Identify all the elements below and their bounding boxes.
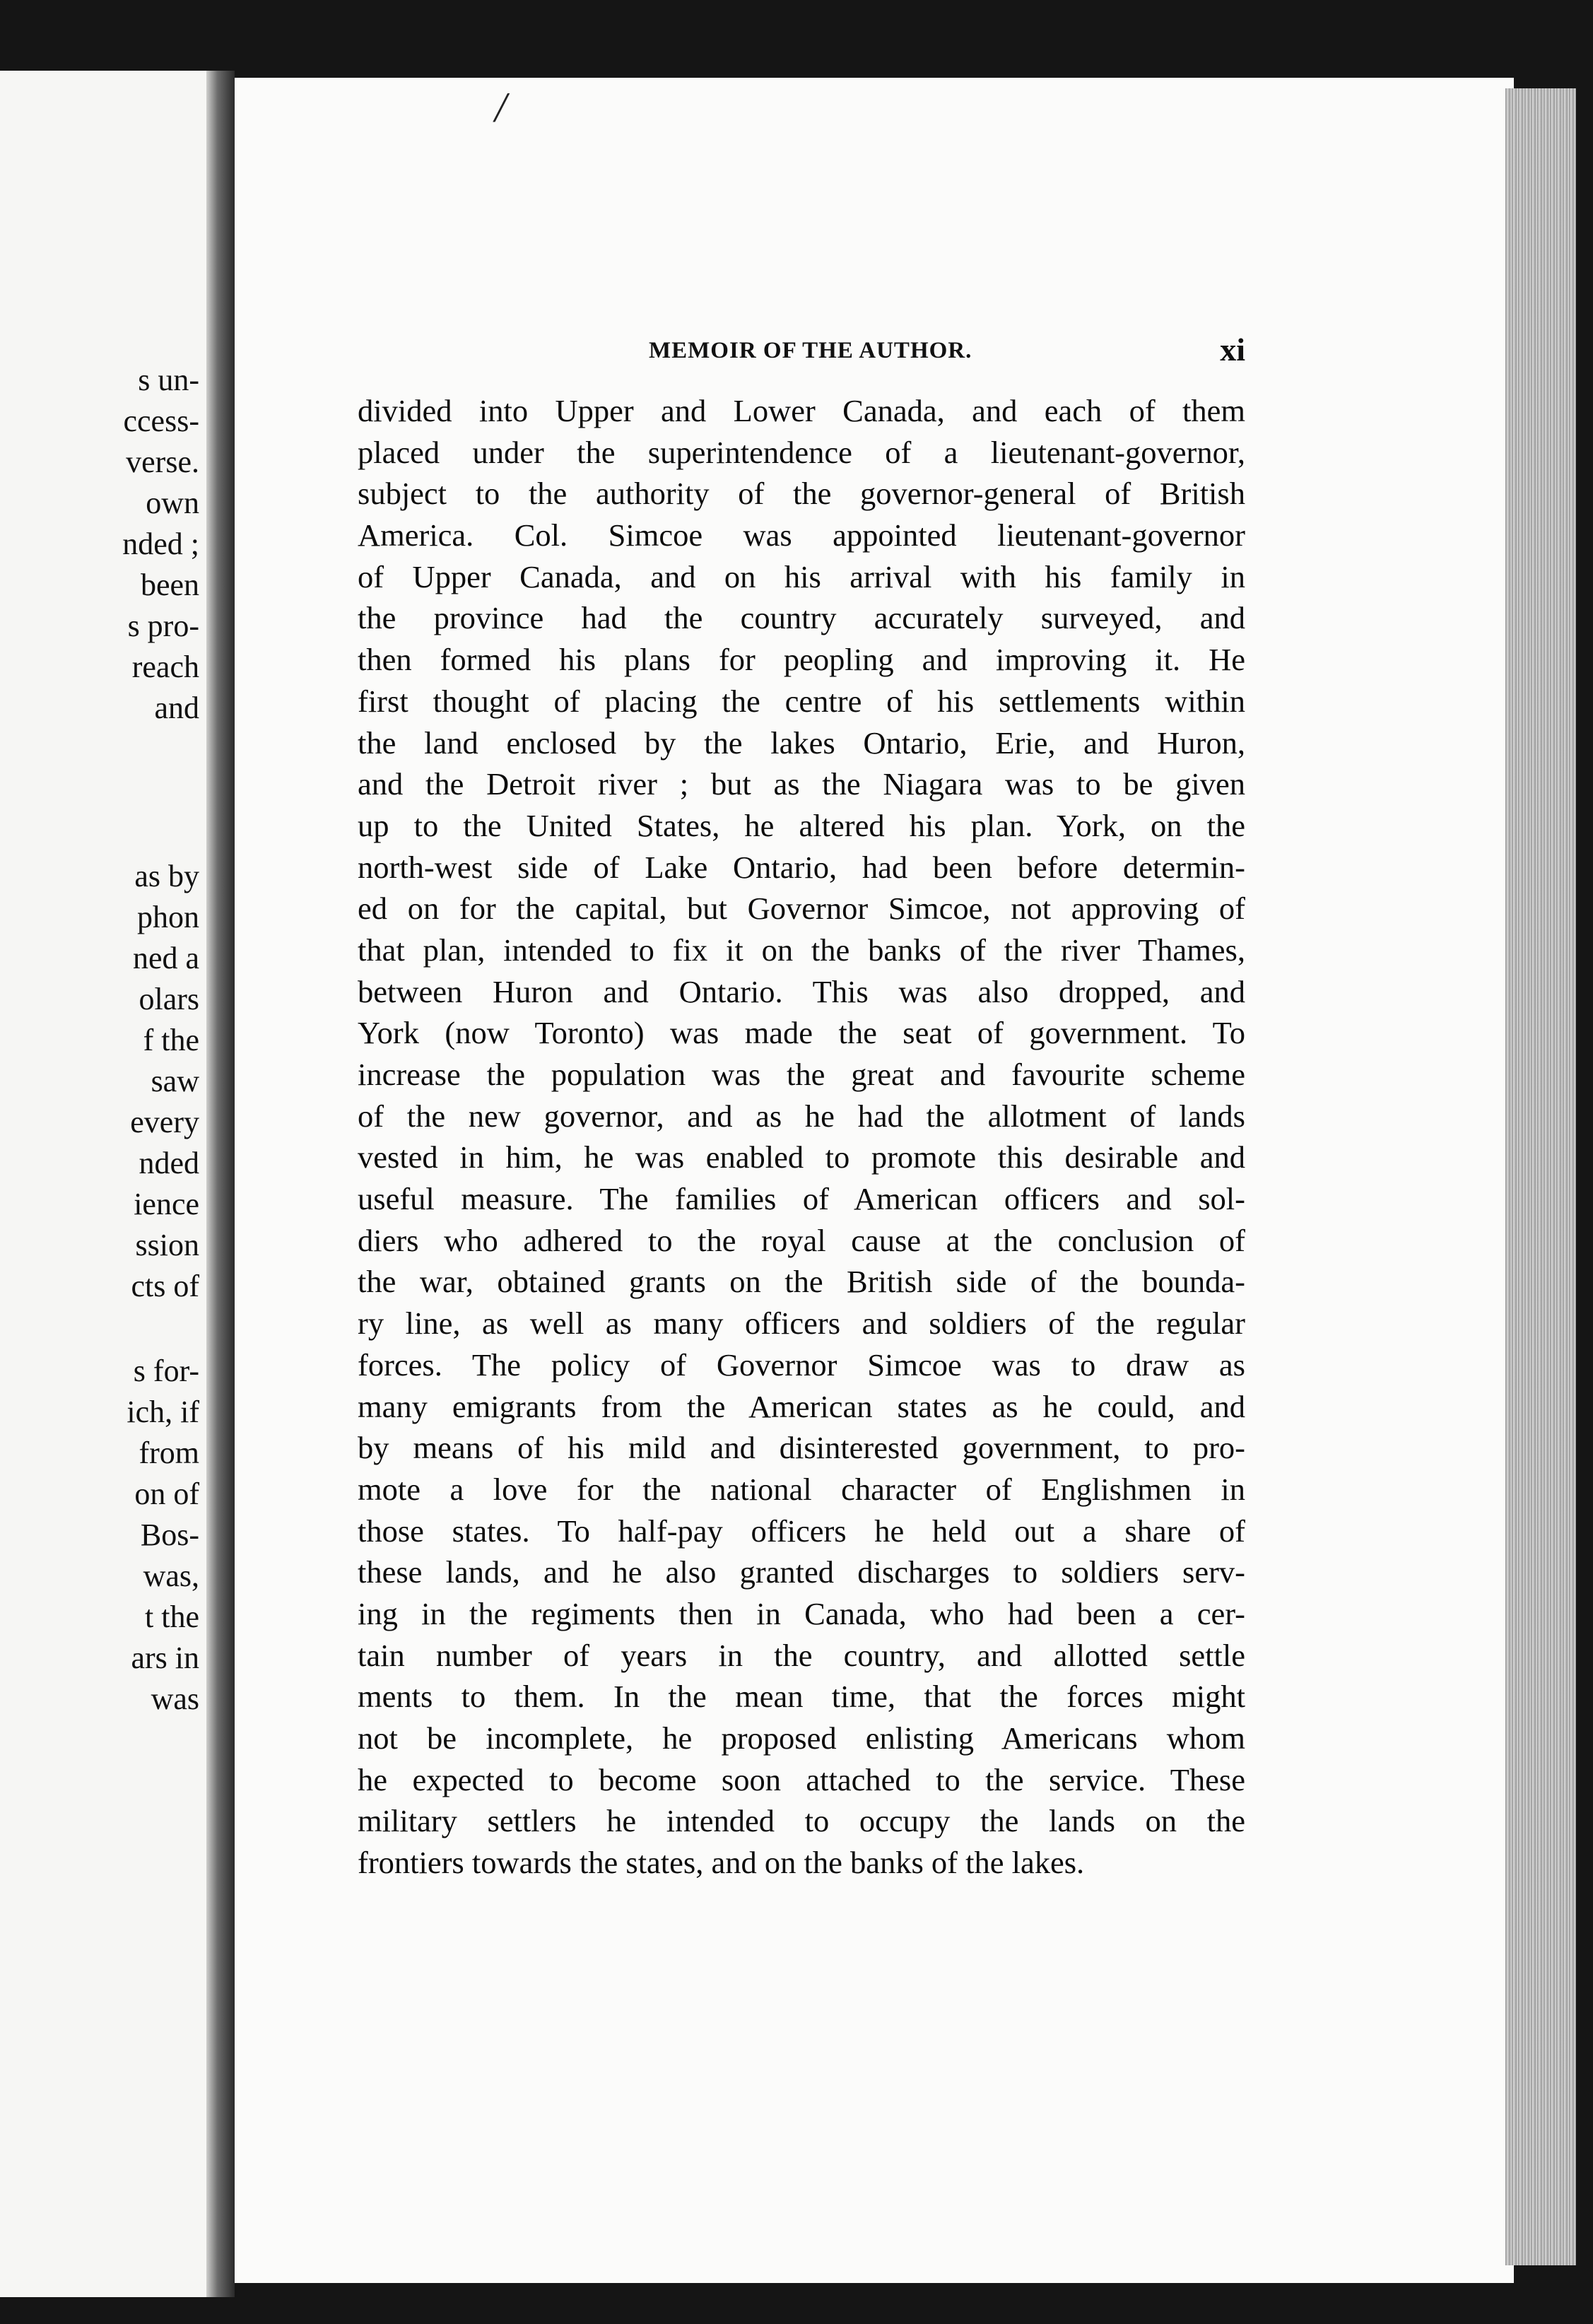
left-page-line: ience	[134, 1187, 199, 1221]
text-line: mote a love for the national character of Englishmen in	[358, 1471, 1245, 1507]
text-line: military settlers he intended to occupy the lands on the	[358, 1803, 1245, 1839]
left-page-line: s un-	[138, 363, 199, 397]
text-line: he expected to become soon attached to the service. These	[358, 1761, 1245, 1797]
left-page-line: cts of	[131, 1269, 199, 1303]
left-page-line: ned a	[132, 941, 199, 975]
text-line: north-west side of Lake Ontario, had been before determin-	[358, 849, 1245, 885]
left-page-line: every	[130, 1105, 199, 1139]
left-page-line: nded	[139, 1146, 199, 1180]
text-line: vested in him, he was enabled to promote this desirable and	[358, 1139, 1245, 1175]
left-page-line: reach	[131, 650, 199, 684]
margin-annotation: /	[495, 84, 507, 131]
text-line: frontiers towards the states, and on the banks of the lakes.	[358, 1845, 1085, 1881]
book-gutter	[206, 71, 235, 2297]
text-line: these lands, and he also granted discharges to soldiers serv-	[358, 1554, 1245, 1590]
left-page-line: on of	[134, 1477, 199, 1511]
text-line: that plan, intended to fix it on the banks of the river Thames,	[358, 932, 1245, 968]
text-line: the land enclosed by the lakes Ontario, Erie, and Huron,	[358, 724, 1245, 761]
page-edge	[1505, 88, 1576, 2265]
left-page-line: ich, if	[127, 1395, 199, 1429]
left-page-line: from	[139, 1436, 199, 1470]
text-line: America. Col. Simcoe was appointed lieutenant-governor	[358, 517, 1245, 553]
text-line: forces. The policy of Governor Simcoe was to draw as	[358, 1346, 1245, 1383]
text-line: ing in the regiments then in Canada, who had been a cer-	[358, 1595, 1245, 1631]
text-line: divided into Upper and Lower Canada, and each of them	[358, 393, 1245, 428]
text-line: not be incomplete, he proposed enlisting Americans whom	[358, 1720, 1245, 1756]
left-page-line: saw	[151, 1064, 199, 1098]
text-line: of Upper Canada, and on his arrival with his family in	[358, 558, 1245, 594]
left-page-line: t the	[145, 1600, 199, 1634]
left-page-line: f the	[143, 1023, 199, 1057]
text-line: useful measure. The families of American officers and sol-	[358, 1181, 1245, 1217]
text-line: those states. To half-pay officers he held out a share of	[358, 1513, 1245, 1549]
text-line: the province had the country accurately surveyed, and	[358, 600, 1245, 636]
text-line: York (now Toronto) was made the seat of government. To	[358, 1015, 1245, 1051]
left-page-line: as by	[134, 859, 199, 893]
text-line: tain number of years in the country, and allotted settle	[358, 1637, 1245, 1673]
left-page-line: phon	[137, 900, 199, 934]
text-line: subject to the authority of the governor-general of British	[358, 476, 1245, 512]
text-line: ments to them. In the mean time, that the forces might	[358, 1679, 1245, 1715]
text-line: up to the United States, he altered his plan. York, on the	[358, 807, 1245, 843]
left-page-line: was,	[143, 1559, 199, 1593]
left-page-line: and	[154, 691, 199, 725]
text-line: increase the population was the great and favourite scheme	[358, 1057, 1245, 1092]
left-page-line: s for-	[133, 1354, 199, 1388]
left-page-line: s pro-	[127, 609, 199, 643]
text-line: between Huron and Ontario. This was also dropped, and	[358, 973, 1245, 1009]
text-line: then formed his plans for peopling and improving it. He	[358, 642, 1245, 678]
left-page-line: nded ;	[122, 527, 199, 561]
left-page-line: own	[146, 486, 199, 520]
left-page-line: verse.	[126, 445, 199, 479]
previous-page-fragment	[0, 71, 206, 2297]
left-page-line: been	[140, 568, 199, 602]
left-page-line: ccess-	[123, 404, 199, 438]
left-page-line: was	[151, 1682, 199, 1716]
left-page-line: olars	[139, 982, 199, 1016]
text-line: first thought of placing the centre of his settlements within	[358, 683, 1245, 719]
text-line: by means of his mild and disinterested government, to pro-	[358, 1430, 1245, 1466]
text-line: ry line, as well as many officers and soldiers of the regular	[358, 1305, 1245, 1342]
page-number: xi	[1220, 331, 1245, 368]
text-line: ed on for the capital, but Governor Simcoe, not approving of	[358, 891, 1245, 927]
text-line: placed under the superintendence of a lieutenant-governor,	[358, 434, 1245, 470]
header-title: MEMOIR OF THE AUTHOR.	[649, 338, 972, 363]
text-line: of the new governor, and as he had the allotment of lands	[358, 1098, 1245, 1134]
text-line: many emigrants from the American states as he could, and	[358, 1388, 1245, 1424]
text-line: and the Detroit river ; but as the Niagara was to be given	[358, 766, 1245, 802]
left-page-line: ars in	[131, 1641, 199, 1675]
text-line: diers who adhered to the royal cause at the conclusion of	[358, 1222, 1245, 1258]
body-text	[358, 390, 1245, 1884]
left-page-line: Bos-	[140, 1518, 199, 1552]
left-page-line: ssion	[135, 1228, 199, 1262]
running-header	[369, 331, 1245, 373]
text-line: the war, obtained grants on the British side of the bounda-	[358, 1264, 1245, 1300]
